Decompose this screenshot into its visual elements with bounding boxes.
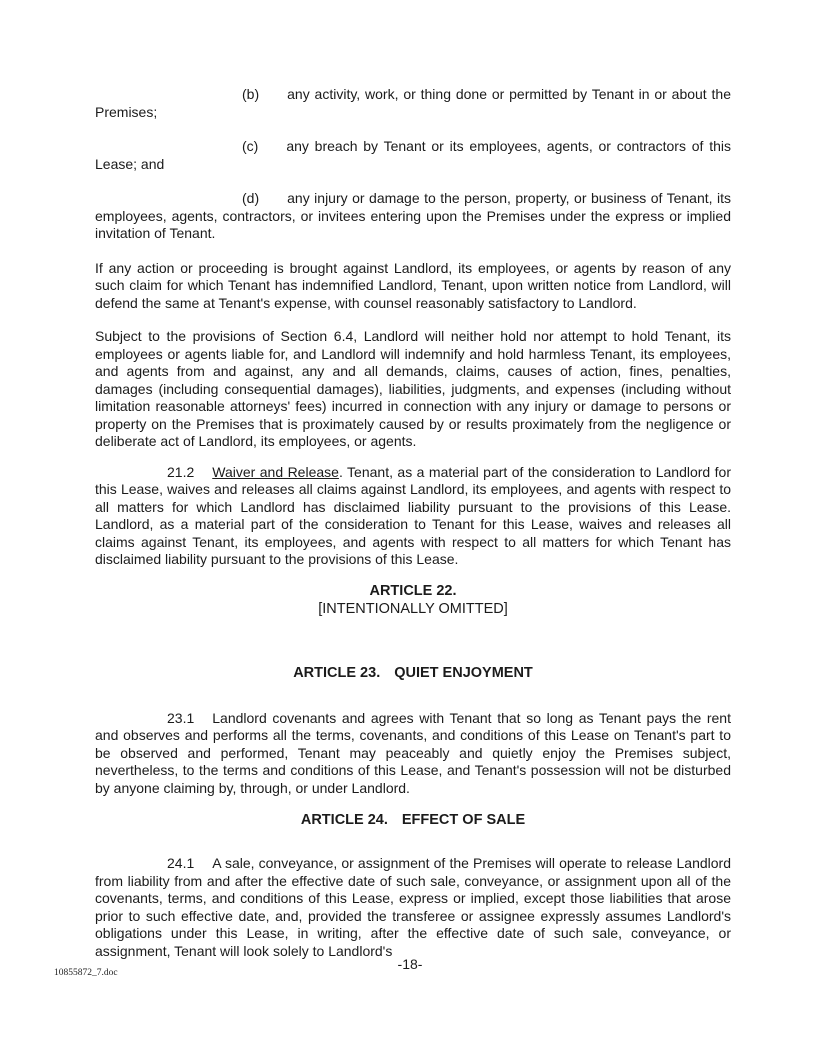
section-24-1-text: A sale, conveyance, or assignment of the Premises will operate to release Landlord from liability from and after the effective date of such sale, conveyance, or assignment upon all of the covenants, terms, and conditions of this Lease, express or implied, except those liabilities that arose prior to such effective date, and, provided the transferee or assignee expressly assumes Landlord's obligations under this Lease, in writing, after the effective date of such sale, conveyance, or assignment, Tenant will look solely to Landlord's — [95, 855, 731, 959]
article-24-number: ARTICLE 24. — [300, 812, 388, 828]
section-21-2-title: Waiver and Release — [212, 463, 339, 480]
paragraph-landlord-indemnity: Subject to the provisions of Section 6.4, Landlord will neither hold nor attempt to hold Tenant, its employees or agents liable for, and Landlord will indemnify and hold harmless Tenant, its employees, and agents from and against, any and all demands, claims, causes of action, fines, penalties, damages (including consequential damages), liabilities, judgments, and expenses (including without limitation reasonable attorneys' fees) incurred in connection with any injury or damage to persons or property on the Premises that is proximately caused by or results proximately from the negligence or deliberate act of Landlord, its employees, or agents. — [95, 328, 731, 449]
section-21-2-title-period: . — [338, 463, 343, 480]
section-23-1 — [95, 710, 731, 798]
clause-d-marker: (d) — [242, 190, 260, 206]
clause-d — [95, 190, 731, 243]
clause-b-text: any activity, work, or thing done or permitted by Tenant in or about the Premises; — [95, 86, 731, 120]
article-22-title: ARTICLE 22. — [369, 582, 457, 599]
section-23-1-text: Landlord covenants and agrees with Tenant that so long as Tenant pays the rent and observes and performs all the terms, covenants, and conditions of this Lease on Tenant's part to be observed and performed, Tenant may peaceably and quietly enjoy the Premises subject, nevertheless, to the terms and conditions of this Lease, and Tenant's possession will not be disturbed by anyone claiming by, through, or under Landlord. — [95, 709, 731, 796]
page-number: -18- — [397, 956, 423, 972]
article-23-heading — [95, 664, 731, 682]
article-22-subtitle: [INTENTIONALLY OMITTED] — [318, 600, 508, 617]
footer-filename: 10855872_7.doc — [54, 968, 118, 978]
section-23-1-number: 23.1 — [167, 709, 195, 726]
paragraph-indemnity-action: If any action or proceeding is brought against Landlord, its employees, or agents by reason of any such claim for which Tenant has indemnified Landlord, Tenant, upon written notice from Landlord, will defend the same at Tenant's expense, with counsel reasonably satisfactory to Landlord. — [95, 259, 731, 311]
section-24-1-number: 24.1 — [167, 855, 195, 871]
section-21-2-text: Tenant, as a material part of the consideration to Landlord for this Lease, waives and releases all claims against Landlord, its employees, and agents with respect to all matters for which Landlord has disclaimed liability pursuant to the provisions of this Lease. Landlord, as a material part of the consideration to Tenant for this Lease, waives and releases all claims against Tenant, its employees, and agents with respect to all matters for which Tenant has disclaimed liability pursuant to the provisions of this Lease. — [95, 463, 731, 567]
article-23-number: ARTICLE 23. — [293, 664, 381, 681]
clause-b — [95, 86, 731, 121]
clause-c — [95, 138, 731, 173]
section-21-2-number: 21.2 — [167, 463, 195, 480]
section-24-1 — [95, 855, 731, 960]
clause-c-text: any breach by Tenant or its employees, agents, or contractors of this Lease; and — [95, 138, 731, 172]
article-24-heading — [95, 811, 731, 829]
article-23-title: QUIET ENJOYMENT — [394, 664, 533, 681]
clause-b-marker: (b) — [242, 86, 260, 102]
article-24-title: EFFECT OF SALE — [401, 812, 526, 828]
document-body — [95, 86, 731, 960]
section-21-2 — [95, 464, 731, 569]
clause-c-marker: (c) — [242, 138, 259, 154]
clause-d-text: any injury or damage to the person, property, or business of Tenant, its employees, agents, contractors, or invitees entering upon the Premises under the express or implied invitation of Tenant. — [95, 190, 731, 241]
article-22-heading — [95, 582, 731, 618]
